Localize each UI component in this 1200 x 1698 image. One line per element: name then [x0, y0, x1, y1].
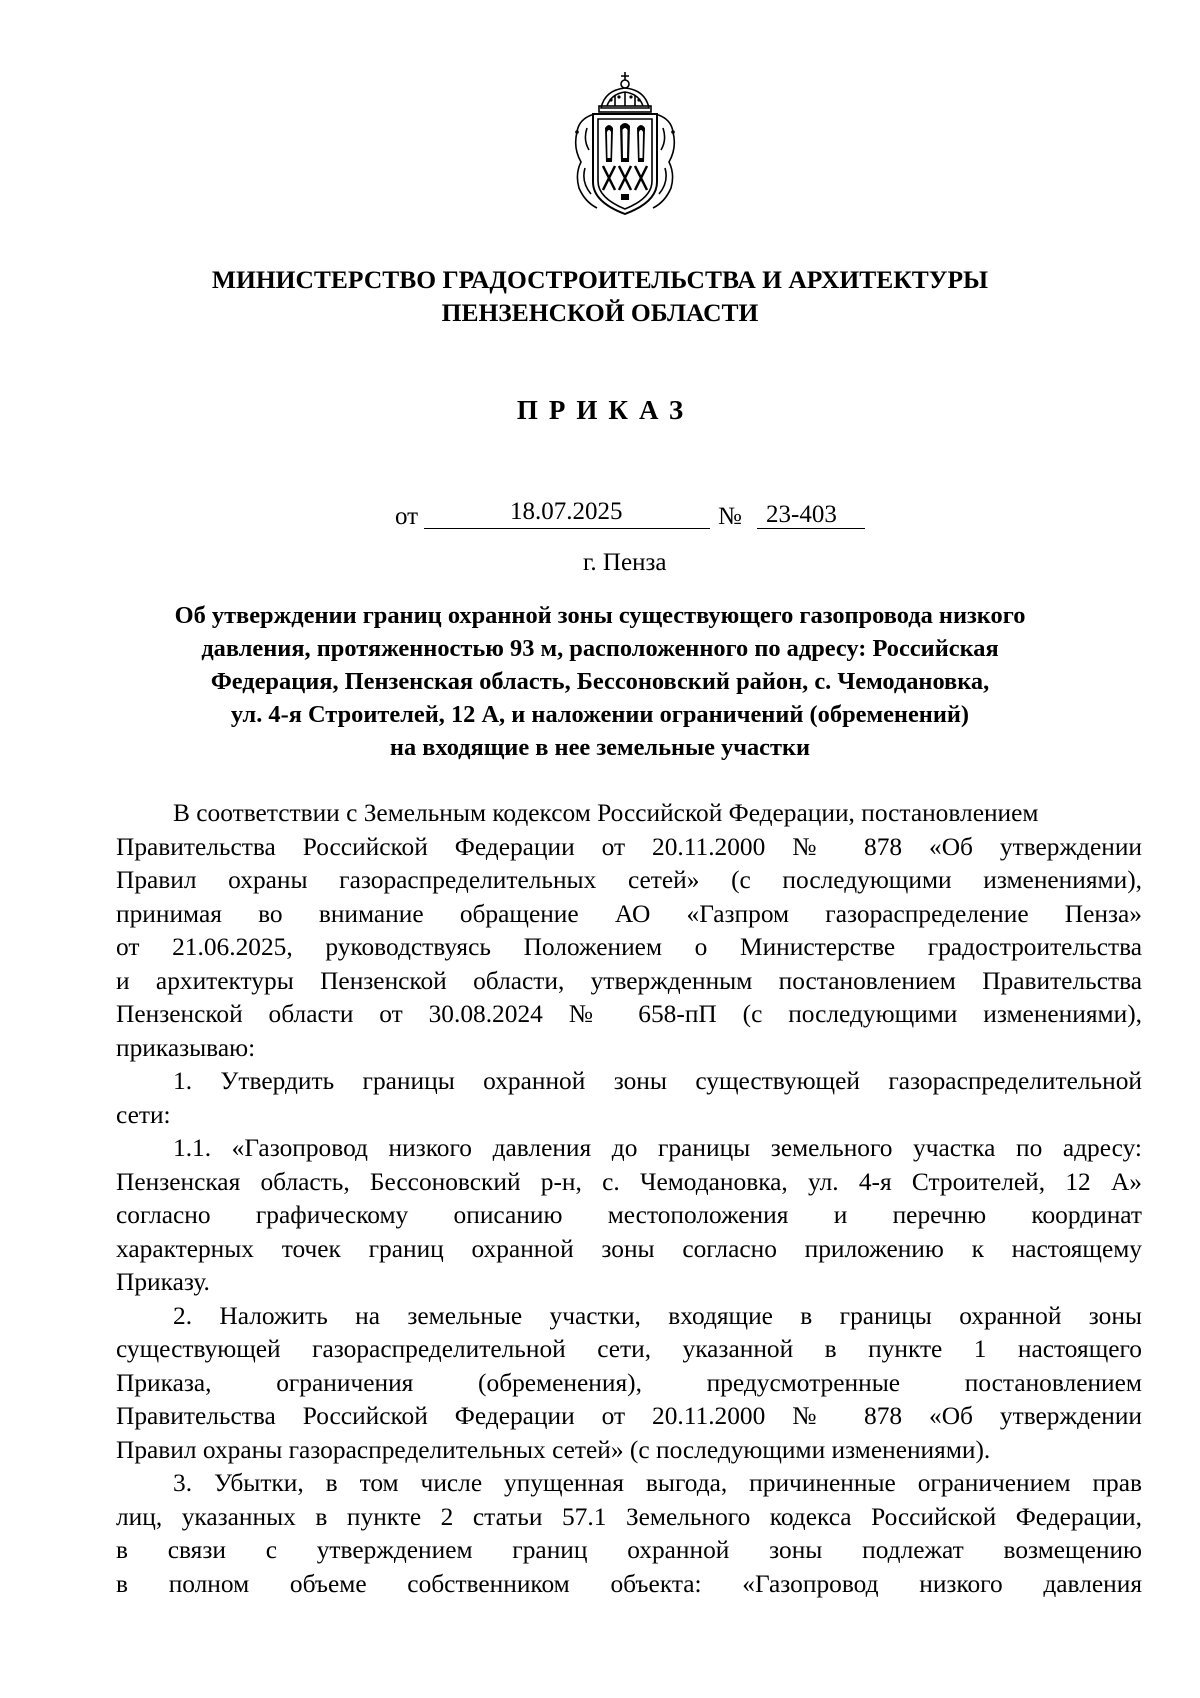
- body-line: 1. Утвердить границы охранной зоны существующей газораспределительной: [173, 1067, 1142, 1095]
- body-line: приказываю:: [116, 1033, 256, 1062]
- body-line: 1.1. «Газопровод низкого давления до границы земельного участка по адресу:: [173, 1134, 1142, 1162]
- body-line: в связи с утверждением границ охранной зоны подлежат возмещению: [116, 1536, 1142, 1564]
- body-line: Правил охраны газораспределительных сетей» (с последующими изменениями),: [116, 866, 1142, 894]
- body-line: и архитектуры Пензенской области, утвержденным постановлением Правительства: [116, 966, 1142, 995]
- title-line: ул. 4-я Строителей, 12 А, и наложении ограничений (обременений): [230, 701, 970, 728]
- ministry-name-line2: ПЕНЗЕНСКОЙ ОБЛАСТИ: [441, 298, 759, 327]
- body-line: Приказу.: [116, 1268, 210, 1296]
- body-line: сети:: [116, 1100, 171, 1129]
- number-prefix: №: [718, 503, 742, 530]
- body-line: характерных точек границ охранной зоны согласно приложению к настоящему: [116, 1234, 1142, 1263]
- order-date: 18.07.2025: [510, 498, 623, 525]
- body-line: принимая во внимание обращение АО «Газпром газораспределение Пенза»: [116, 899, 1142, 928]
- order-body: [116, 797, 1142, 1601]
- document-type-heading: ПРИКАЗ: [516, 395, 695, 425]
- body-line: Приказа, ограничения (обременения), предусмотренные постановлением: [116, 1368, 1142, 1397]
- body-line: Правил охраны газораспределительных сетей» (с последующими изменениями).: [116, 1435, 991, 1464]
- title-line: Федерация, Пензенская область, Бессоновский район, с. Чемодановка,: [210, 668, 990, 695]
- date-prefix: от: [395, 503, 419, 530]
- order-number: 23-403: [766, 501, 837, 528]
- title-line: Об утверждении границ охранной зоны существующего газопровода низкого: [174, 602, 1026, 629]
- body-line: в полном объеме собственником объекта: «Газопровод низкого давления: [116, 1569, 1142, 1598]
- body-line: Пензенская область, Бессоновский р-н, с. Чемодановка, ул. 4-я Строителей, 12 А»: [116, 1167, 1142, 1196]
- title-line: на входящие в нее земельные участки: [389, 734, 811, 761]
- city-name: г. Пенза: [583, 549, 667, 576]
- title-line: давления, протяженностью 93 м, расположенного по адресу: Российская: [201, 635, 999, 662]
- coat-of-arms-emblem: [565, 70, 685, 222]
- body-line: согласно графическому описанию местоположения и перечню координат: [116, 1201, 1142, 1229]
- body-line: лиц, указанных в пункте 2 статьи 57.1 Земельного кодекса Российской Федерации,: [116, 1502, 1142, 1531]
- body-line: Пензенской области от 30.08.2024 № 658-пП (с последующими изменениями),: [116, 1000, 1142, 1028]
- body-line: Правительства Российской Федерации от 20.11.2000 № 878 «Об утверждении: [116, 1402, 1142, 1430]
- body-line: В соответствии с Земельным кодексом Российской Федерации, постановлением: [173, 799, 1039, 827]
- body-line: 2. Наложить на земельные участки, входящие в границы охранной зоны: [173, 1301, 1142, 1330]
- ministry-name-line1: МИНИСТЕРСТВО ГРАДОСТРОИТЕЛЬСТВА И АРХИТЕКТУРЫ: [211, 265, 989, 294]
- order-title: [0, 599, 1200, 764]
- body-line: от 21.06.2025, руководствуясь Положением о Министерстве градостроительства: [116, 933, 1142, 961]
- body-line: Правительства Российской Федерации от 20.11.2000 № 878 «Об утверждении: [116, 832, 1142, 861]
- body-line: 3. Убытки, в том числе упущенная выгода, причиненные ограничением прав: [173, 1469, 1142, 1497]
- date-underline: [424, 528, 710, 529]
- body-line: существующей газораспределительной сети, указанной в пункте 1 настоящего: [116, 1335, 1142, 1363]
